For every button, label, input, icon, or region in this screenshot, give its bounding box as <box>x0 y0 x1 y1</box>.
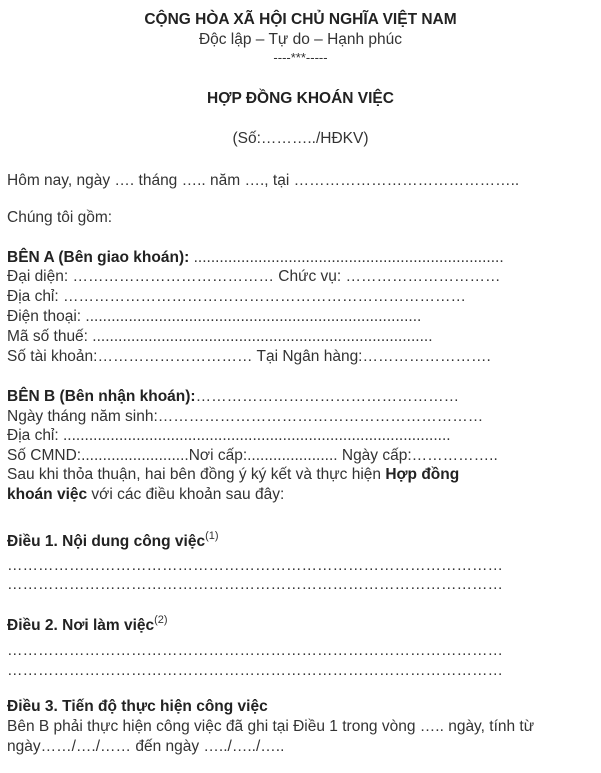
party-a-heading: BÊN A (Bên giao khoán): ........................................................................ <box>7 249 504 266</box>
party-a-tax: Mã số thuế: ............................................................................... <box>7 328 433 345</box>
motto: Độc lập – Tự do – Hạnh phúc <box>198 31 403 48</box>
article-1-line: …………………………………………………………………………………… <box>7 557 503 574</box>
article-3-title: Điều 3. Tiến độ thực hiện công việc <box>7 698 268 715</box>
party-b-dob: Ngày tháng năm sinh:……………………………………………………… <box>7 408 484 425</box>
date-line: Hôm nay, ngày …. tháng ….. năm …., tại …………………………………….. <box>7 172 520 189</box>
party-b-address: Địa chỉ: .......................................................................................... <box>7 427 451 444</box>
divider-stars: ----***----- <box>273 50 328 65</box>
party-a-rep: Đại diện: ………………………………… Chức vụ: ………………………… <box>7 268 501 285</box>
agreement-line-1: Sau khi thỏa thuận, hai bên đồng ý ký kết và thực hiện Hợp đồng <box>7 466 460 483</box>
party-a-address: Địa chỉ: …………………………………………………………………… <box>7 288 466 305</box>
article-1-line: …………………………………………………………………………………… <box>7 576 503 593</box>
agreement-line-2: khoán việc với các điều khoản sau đây: <box>7 486 285 503</box>
party-a-phone: Điện thoại: .............................................................................. <box>7 308 422 325</box>
party-b-id: Số CMND:.........................Nơi cấp:..................... Ngày cấp:…………….. <box>7 447 498 464</box>
contract-number: (Số:………../HĐKV) <box>232 130 369 147</box>
article-3-line: ngày……/…./…… đến ngày …../…../….. <box>7 738 285 755</box>
article-2-line: …………………………………………………………………………………… <box>7 642 503 659</box>
we-are: Chúng tôi gồm: <box>7 209 113 226</box>
party-a-account: Số tài khoản:………………………… Tại Ngân hàng:……………………. <box>7 348 491 365</box>
article-1-title: Điều 1. Nội dung công việc$^{(1)}$ <box>7 530 219 550</box>
article-3-line: Bên B phải thực hiện công việc đã ghi tại Điều 1 trong vòng ….. ngày, tính từ <box>7 718 535 735</box>
article-2-line: …………………………………………………………………………………… <box>7 662 503 679</box>
party-b-heading: BÊN B (Bên nhận khoán):…………………………………………… <box>7 388 460 405</box>
document-title: HỢP ĐỒNG KHOÁN VIỆC <box>207 90 394 107</box>
article-2-title: Điều 2. Nơi làm việc$^{(2)}$ <box>7 614 168 634</box>
nation-title: CỘNG HÒA XÃ HỘI CHỦ NGHĨA VIỆT NAM <box>144 11 457 28</box>
